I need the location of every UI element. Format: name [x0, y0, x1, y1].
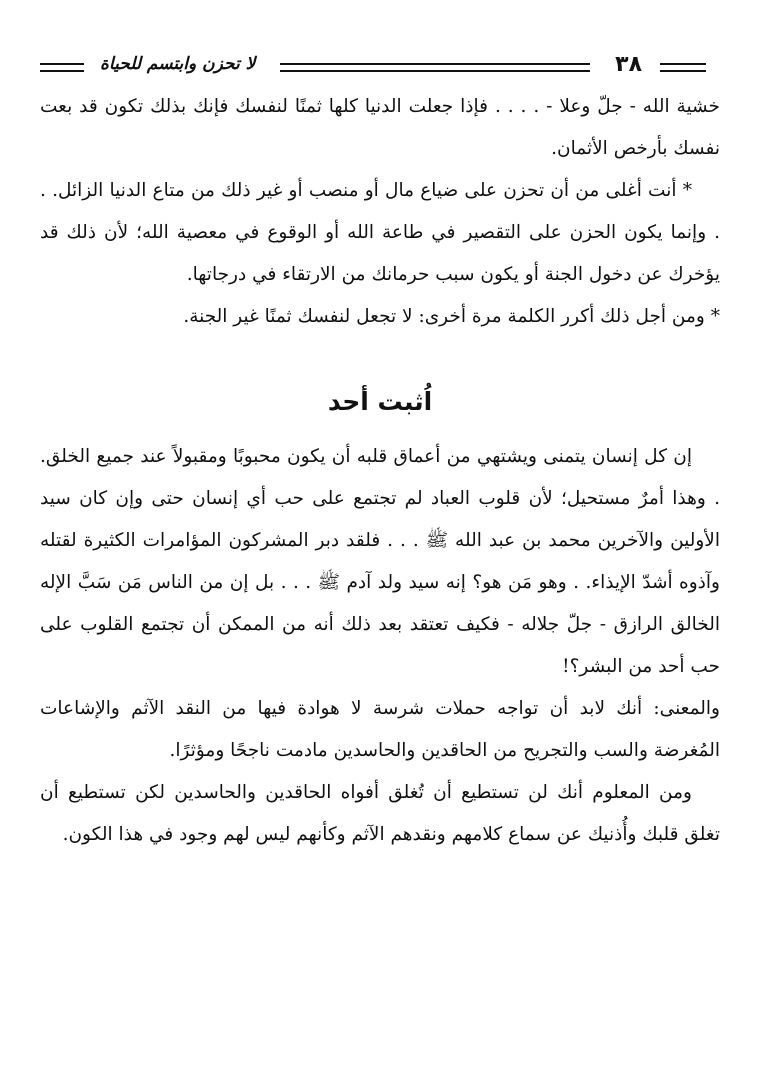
section-paragraph: والمعنى: أنك لابد أن تواجه حملات شرسة لا هوادة فيها من النقد الآثم والإشاعات المُغرضة والسب والتجريح من الحاقدين والحاسدين مادمت ناجحًا ومؤثرًا.	[40, 698, 720, 761]
running-title: لا تحزن وابتسم للحياة	[100, 54, 256, 74]
section-paragraph: إن كل إنسان يتمنى ويشتهي من أعماق قلبه أن يكون محبوبًا ومقبولاً عند جميع الخلق. . وهذا أمرٌ مستحيل؛ لأن قلوب العباد لم تجتمع على حب أي إنسان حتى وإن كان سيد الأولين والآخرين محمد بن عبد الله ﷺ . . . فلقد دبر المشركون المؤامرات الكثيرة لقتله وآذوه أشدّ الإيذاء. . وهو مَن هو؟ إنه سيد ولد آدم ﷺ . . . بل إن من الناس مَن سَبَّ الإله الخالق الرازق - جلّ جلاله - فكيف تعتقد بعد ذلك أنه من الممكن أن تجتمع القلوب على حب أحد من البشر؟!	[40, 446, 720, 677]
bullet-paragraph: * ومن أجل ذلك أكرر الكلمة مرة أخرى: لا تجعل لنفسك ثمنًا غير الجنة.	[183, 306, 720, 327]
section-title: اُثبت أحد	[327, 387, 433, 416]
bullet-paragraph: * أنت أغلى من أن تحزن على ضياع مال أو منصب أو غير ذلك من متاع الدنيا الزائل. . . وإنما يكون الحزن على التقصير في طاعة الله أو الوقوع في معصية الله؛ لأن ذلك قد يؤخرك عن دخول الجنة أو يكون سبب حرمانك من الارتقاء في درجاتها.	[40, 180, 720, 285]
paragraph-continuation: خشية الله - جلّ وعلا - . . . . فإذا جعلت الدنيا كلها ثمنًا لنفسك فإنك بذلك تكون قد بعت نفسك بأرخص الأثمان.	[40, 96, 720, 159]
page-body	[40, 86, 720, 856]
header-rule-middle	[280, 63, 590, 72]
page-number: ٣٨	[615, 52, 642, 77]
page-header	[40, 52, 720, 82]
header-rule-left	[40, 63, 84, 72]
section-paragraph: ومن المعلوم أنك لن تستطيع أن تُغلق أفواه الحاقدين والحاسدين لكن تستطيع أن تغلق قلبك وأُذنيك عن سماع كلامهم ونقدهم الآثم وكأنهم ليس لهم وجود في هذا الكون.	[40, 782, 720, 845]
header-rule-right	[660, 63, 706, 72]
